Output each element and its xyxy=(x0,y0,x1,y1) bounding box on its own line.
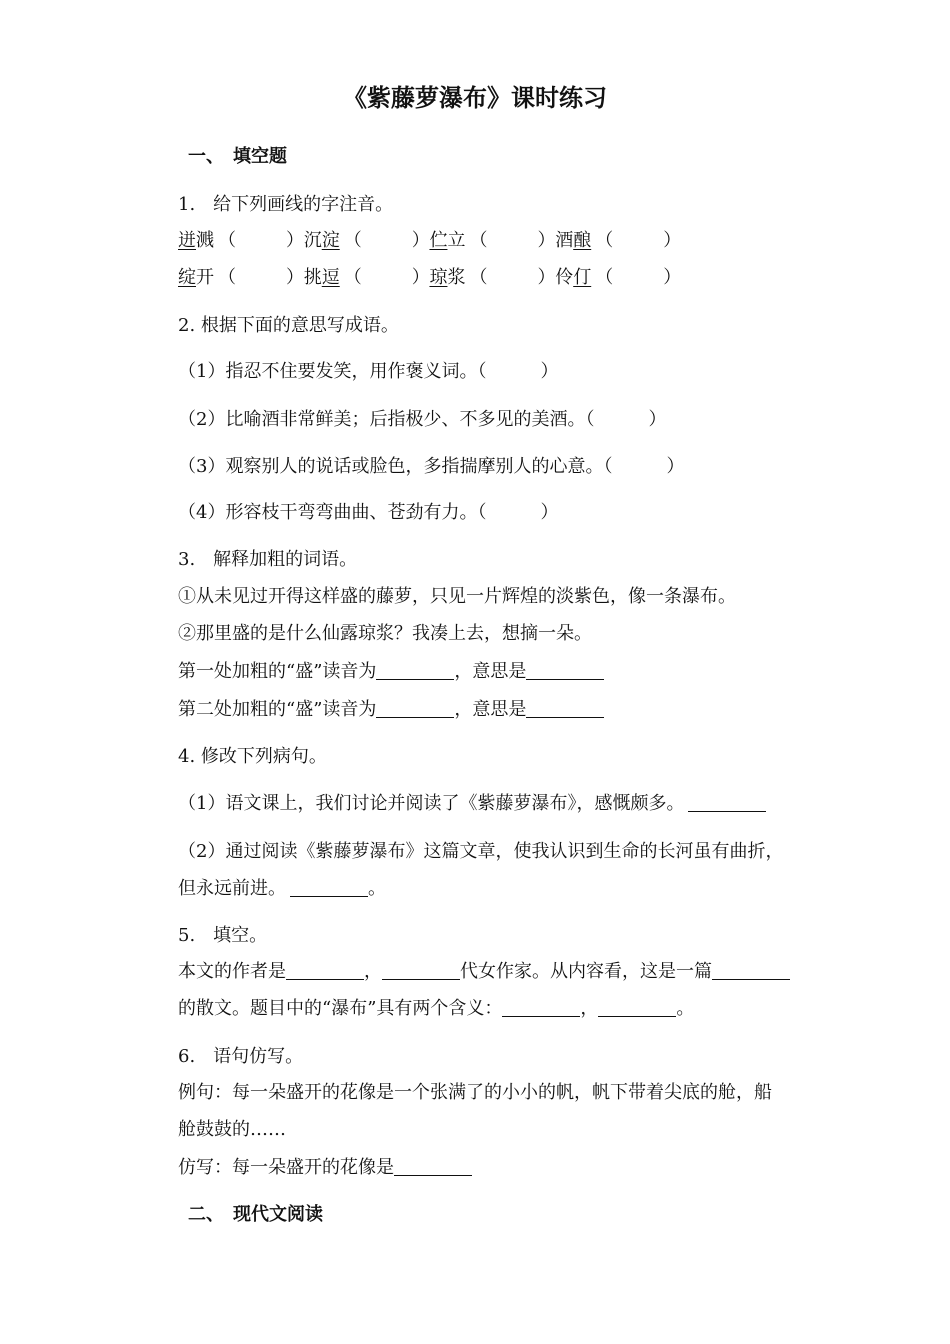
answer-blank[interactable] xyxy=(712,961,790,980)
question-2-item-2: （2）比喻酒非常鲜美；后指极少、不多见的美酒。（ ） xyxy=(178,409,667,430)
question-4-item-2-cont: 但永远前进。 。 xyxy=(178,878,386,899)
question-2-item-3: （3）观察别人的说话或脸色，多指揣摩别人的心意。（ ） xyxy=(178,456,685,477)
answer-blank[interactable] xyxy=(688,793,766,812)
question-3-stem: 3. 解释加粗的词语。 xyxy=(178,549,358,570)
word-item: 沉淀 （ ） xyxy=(303,230,430,251)
word-item: 酒酿 （ ） xyxy=(555,230,682,251)
answer-blank[interactable] xyxy=(526,661,604,680)
question-4-stem: 4. 修改下列病句。 xyxy=(178,746,327,767)
answer-blank[interactable] xyxy=(394,1157,472,1176)
answer-blank[interactable] xyxy=(382,961,460,980)
section-heading-fill-blank: 一、 填空题 xyxy=(188,146,287,167)
question-6-example-2: 舱鼓鼓的…… xyxy=(178,1119,286,1140)
question-3-sentence-1: ①从未见过开得这样盛的藤萝，只见一片辉煌的淡紫色，像一条瀑布。 xyxy=(178,586,736,607)
question-1-stem: 1. 给下列画线的字注音。 xyxy=(178,194,394,215)
page-title: 《紫藤萝瀑布》课时练习 xyxy=(343,84,607,112)
question-6-example-1: 例句：每一朵盛开的花像是一个张满了的小小的帆，帆下带着尖底的舱，船 xyxy=(178,1082,772,1103)
word-item: 伶仃 （ ） xyxy=(555,267,682,288)
word-item: 挑逗 （ ） xyxy=(303,267,430,288)
pinyin-row-1 xyxy=(178,229,681,253)
word-item: 琼浆 （ ） xyxy=(429,267,556,288)
question-5-stem: 5. 填空。 xyxy=(178,925,268,946)
question-6-stem: 6. 语句仿写。 xyxy=(178,1046,304,1067)
answer-blank[interactable] xyxy=(286,961,364,980)
question-3-answer-1: 第一处加粗的“盛”读音为 ，意思是 xyxy=(178,660,604,684)
question-2-item-4: （4）形容枝干弯弯曲曲、苍劲有力。（ ） xyxy=(178,502,559,523)
question-2-item-1: （1）指忍不住要发笑，用作褒义词。（ ） xyxy=(178,361,559,382)
answer-blank[interactable] xyxy=(502,998,580,1017)
answer-blank[interactable] xyxy=(526,699,604,718)
answer-blank[interactable] xyxy=(376,661,454,680)
answer-blank[interactable] xyxy=(598,998,676,1017)
question-5-line-2: 的散文。题目中的“瀑布”具有两个含义： ， 。 xyxy=(178,998,695,1019)
word-item: 伫立 （ ） xyxy=(429,230,556,251)
question-3-sentence-2: ②那里盛的是什么仙露琼浆？我凑上去，想摘一朵。 xyxy=(178,623,592,644)
pinyin-row-2 xyxy=(178,266,681,290)
section-heading-modern-reading: 二、 现代文阅读 xyxy=(188,1204,323,1225)
word-item: 迸溅 （ ） xyxy=(178,230,304,251)
word-item: 绽开 （ ） xyxy=(178,267,304,288)
answer-blank[interactable] xyxy=(376,699,454,718)
question-5-line-1: 本文的作者是 ， 代女作家。从内容看，这是一篇 xyxy=(178,960,790,984)
question-4-item-2: （2）通过阅读《紫藤萝瀑布》这篇文章，使我认识到生命的长河虽有曲折， xyxy=(178,841,784,862)
question-6-imitation: 仿写：每一朵盛开的花像是 xyxy=(178,1156,472,1180)
question-4-item-1: （1）语文课上，我们讨论并阅读了《紫藤萝瀑布》，感慨颇多。 xyxy=(178,792,766,816)
question-2-stem: 2. 根据下面的意思写成语。 xyxy=(178,315,399,336)
answer-blank[interactable] xyxy=(290,878,368,897)
question-3-answer-2: 第二处加粗的“盛”读音为 ，意思是 xyxy=(178,698,604,722)
